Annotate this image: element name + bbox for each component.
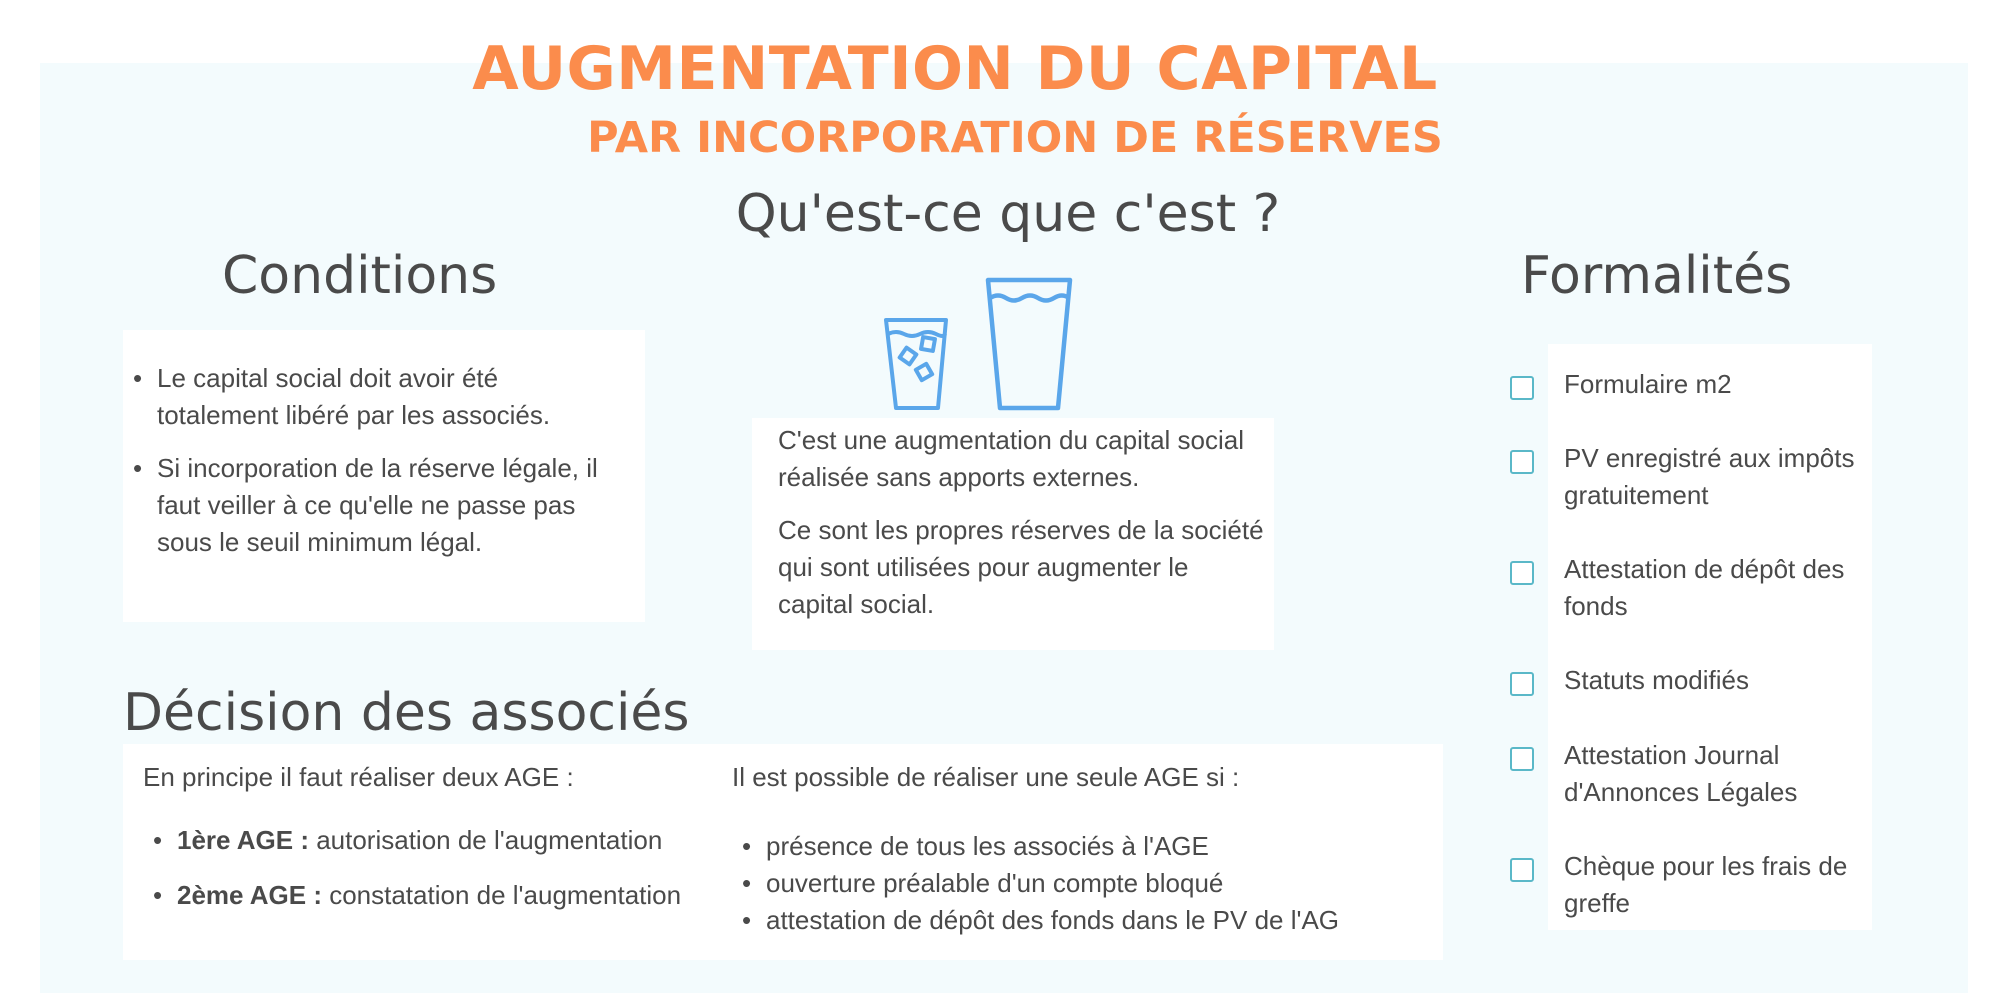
- age-label: 2ème AGE :: [177, 880, 322, 910]
- decision-left-list: [143, 822, 703, 932]
- formality-checkbox[interactable]: [1510, 450, 1534, 474]
- formality-label: Statuts modifiés: [1564, 665, 1749, 695]
- formality-item[interactable]: [1510, 440, 1890, 514]
- glasses-illustration: [880, 274, 1080, 414]
- what-is-it-paragraph: Ce sont les propres réserves de la société qui sont utilisées pour augmenter le capital social.: [778, 515, 1264, 619]
- small-glass-with-ice-icon: [886, 320, 946, 408]
- formality-item[interactable]: [1510, 737, 1890, 811]
- formality-item[interactable]: [1510, 848, 1890, 922]
- decision-condition-item: • ouverture préalable d'un compte bloqué: [732, 865, 1392, 902]
- decision-age-item: [143, 822, 703, 859]
- decision-age-item: [143, 877, 703, 914]
- conditions-card: [123, 330, 645, 622]
- formality-item[interactable]: [1510, 662, 1890, 699]
- decision-right-list: [732, 828, 1392, 939]
- decision-left-intro: En principe il faut réaliser deux AGE :: [143, 762, 574, 792]
- formalities-heading: Formalités: [1521, 246, 1793, 306]
- formality-item[interactable]: [1510, 551, 1890, 625]
- formality-checkbox[interactable]: [1510, 747, 1534, 771]
- formality-label: PV enregistré aux impôts gratuitement: [1564, 443, 1855, 510]
- decision-condition-item: • attestation de dépôt des fonds dans le PV de l'AG: [732, 902, 1392, 939]
- conditions-heading: Conditions: [222, 246, 498, 306]
- formality-item[interactable]: [1510, 366, 1890, 403]
- what-is-it-card: [752, 418, 1274, 650]
- age-label: 1ère AGE :: [177, 825, 309, 855]
- formality-label: Attestation de dépôt des fonds: [1564, 554, 1845, 621]
- decision-heading: Décision des associés: [123, 683, 690, 743]
- conditions-list: [123, 360, 623, 577]
- page-subtitle: PAR INCORPORATION DE RÉSERVES: [587, 113, 1443, 163]
- formality-label: Attestation Journal d'Annonces Légales: [1564, 740, 1798, 807]
- condition-item: • Le capital social doit avoir été totalement libéré par les associés.: [123, 360, 623, 434]
- decision-condition-item: • présence de tous les associés à l'AGE: [732, 828, 1392, 865]
- formalities-card: [1548, 344, 1872, 930]
- decision-right-intro: Il est possible de réaliser une seule AGE si :: [732, 762, 1240, 792]
- glasses-svg: [880, 274, 1080, 414]
- what-is-it-heading: Qu'est-ce que c'est ?: [735, 184, 1281, 244]
- what-is-it-text: [778, 422, 1268, 639]
- formality-checkbox[interactable]: [1510, 672, 1534, 696]
- large-glass-icon: [988, 280, 1070, 408]
- formality-label: Chèque pour les frais de greffe: [1564, 851, 1848, 918]
- formality-checkbox[interactable]: [1510, 858, 1534, 882]
- what-is-it-paragraph: C'est une augmentation du capital social réalisée sans apports externes.: [778, 425, 1245, 492]
- formality-label: Formulaire m2: [1564, 369, 1732, 399]
- formality-checkbox[interactable]: [1510, 376, 1534, 400]
- condition-item: • Si incorporation de la réserve légale, il faut veiller à ce qu'elle ne passe pas sous le seuil minimum légal.: [123, 450, 623, 561]
- age-text: autorisation de l'augmentation: [308, 825, 663, 855]
- formality-checkbox[interactable]: [1510, 561, 1534, 585]
- page-title: AUGMENTATION DU CAPITAL: [472, 34, 1438, 104]
- age-text: constatation de l'augmentation: [321, 880, 682, 910]
